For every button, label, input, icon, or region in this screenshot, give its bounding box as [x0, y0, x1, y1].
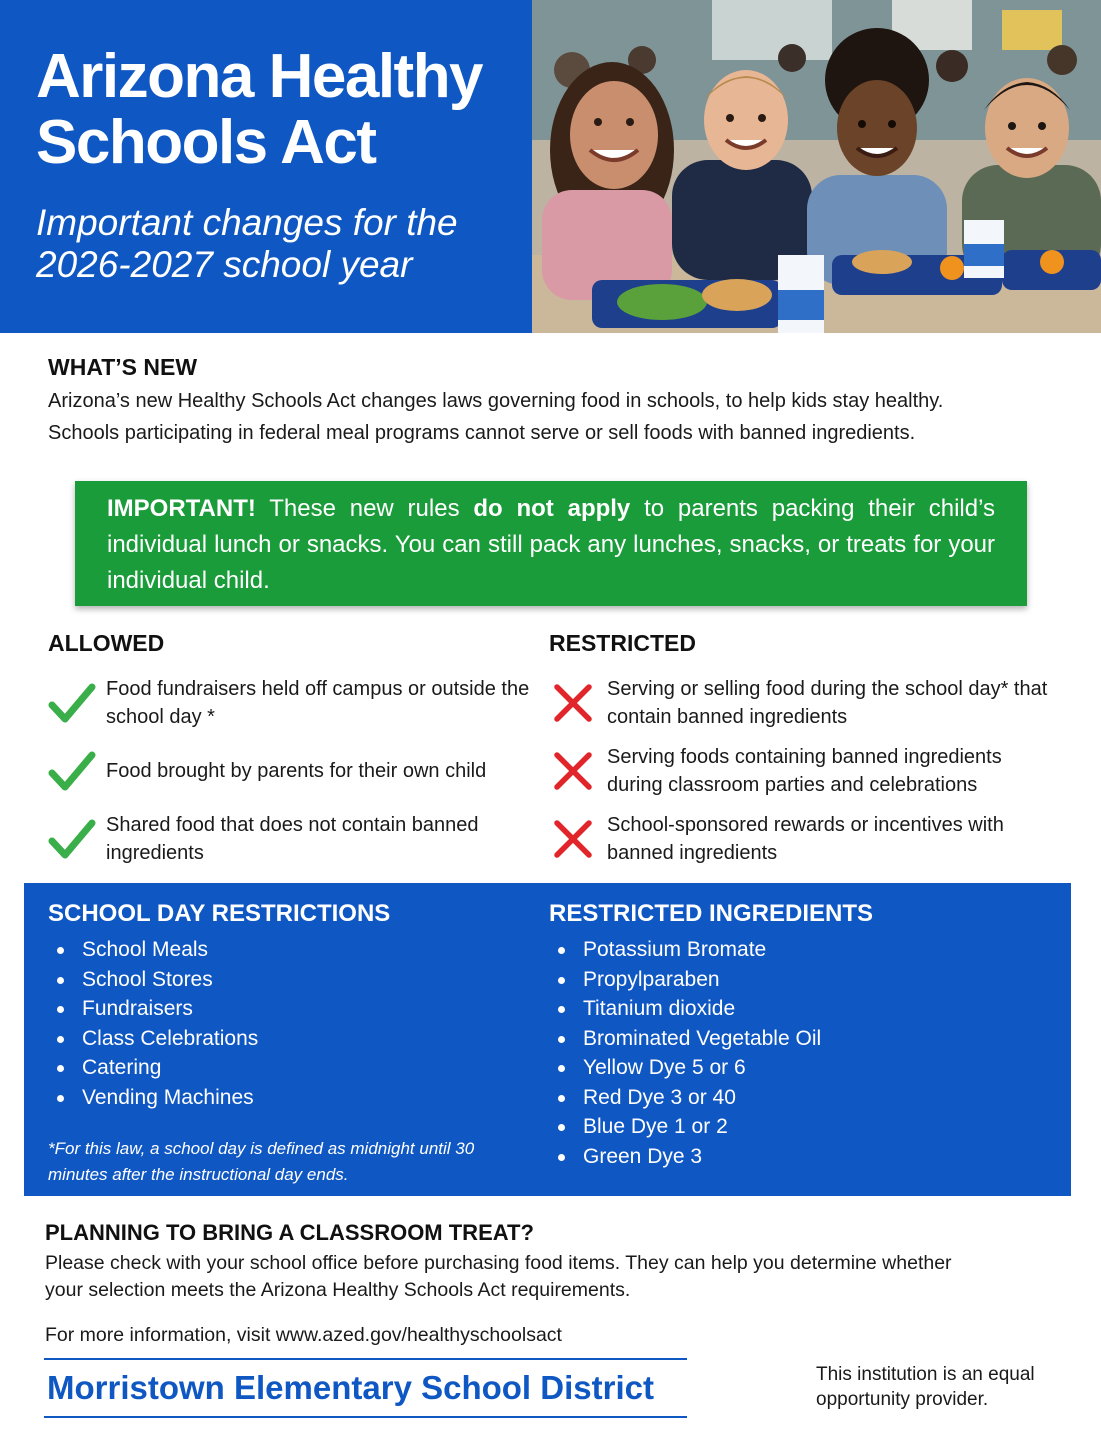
- checkmark-icon: [48, 747, 96, 795]
- cafeteria-kids-illustration: [532, 0, 1101, 333]
- whats-new-heading: WHAT’S NEW: [48, 354, 198, 380]
- x-mark-icon: [549, 815, 597, 863]
- school-day-restrictions: [48, 899, 528, 1188]
- district-name: Morristown Elementary School District: [47, 1369, 654, 1406]
- x-mark-icon: [549, 747, 597, 795]
- classroom-treat-heading: PLANNING TO BRING A CLASSROOM TREAT?: [45, 1220, 534, 1245]
- list-item: Blue Dye 1 or 2: [549, 1112, 1029, 1142]
- restricted-item: [549, 673, 1049, 733]
- school-day-list: [48, 935, 528, 1112]
- page-subtitle: [36, 202, 532, 286]
- ingredients-heading: RESTRICTED INGREDIENTS: [549, 900, 874, 927]
- ingredients-list: [549, 935, 1029, 1171]
- allowed-item: [48, 741, 548, 801]
- whats-new-body: [48, 385, 1058, 449]
- list-item: Brominated Vegetable Oil: [549, 1024, 1029, 1054]
- restricted-item-text: Serving foods containing banned ingredients during classroom parties and celebrations: [607, 746, 1002, 796]
- classroom-treat-body-line-1: Please check with your school office before purchasing food items. They can help you determine whether: [45, 1252, 952, 1274]
- list-item: School Meals: [48, 935, 528, 965]
- cafeteria-kids-photo: [532, 0, 1101, 333]
- list-item: Potassium Bromate: [549, 935, 1029, 965]
- list-item: Fundraisers: [48, 994, 528, 1024]
- whats-new-body-line-1: Arizona’s new Healthy Schools Act changes laws governing food in schools, to help kids stay healthy.: [48, 390, 944, 412]
- restricted-ingredients: [549, 899, 1029, 1171]
- whats-new-body-line-2: Schools participating in federal meal programs cannot serve or sell foods with banned ingredients.: [48, 422, 916, 444]
- district-banner: [44, 1358, 687, 1418]
- list-item: Green Dye 3: [549, 1142, 1029, 1172]
- more-info-text: For more information, visit www.azed.gov/healthyschoolsact: [45, 1324, 562, 1346]
- list-item: Catering: [48, 1053, 528, 1083]
- checkmark-icon: [48, 815, 96, 863]
- classroom-treat-body: [45, 1250, 1065, 1304]
- list-item: Yellow Dye 5 or 6: [549, 1053, 1029, 1083]
- classroom-treat-body-line-2: your selection meets the Arizona Healthy Schools Act requirements.: [45, 1279, 631, 1301]
- allowed-item-text: Shared food that does not contain banned ingredients: [106, 814, 479, 864]
- eop-line-2: opportunity provider.: [816, 1389, 989, 1410]
- important-emphasis: do not apply: [473, 495, 631, 522]
- allowed-item-text: Food fundraisers held off campus or outside the school day *: [106, 678, 530, 728]
- allowed-item: [48, 809, 548, 869]
- header-title-block: [0, 0, 532, 333]
- school-day-heading: SCHOOL DAY RESTRICTIONS: [48, 900, 391, 927]
- header-banner: [0, 0, 1101, 333]
- title-line-1: Arizona Healthy: [36, 42, 483, 111]
- restricted-item-text: Serving or selling food during the school day* that contain banned ingredients: [607, 678, 1048, 728]
- eop-line-1: This institution is an equal: [816, 1364, 1035, 1385]
- title-line-2: Schools Act: [36, 108, 376, 177]
- restrictions-panel: [24, 883, 1071, 1196]
- important-lead: IMPORTANT!: [107, 495, 256, 522]
- important-callout: [75, 481, 1027, 606]
- page-title: [36, 44, 532, 176]
- list-item: Class Celebrations: [48, 1024, 528, 1054]
- list-item: Vending Machines: [48, 1083, 528, 1113]
- restricted-section: [549, 630, 1049, 869]
- school-day-footnote: *For this law, a school day is defined as midnight until 30 minutes after the instructional day ends.: [48, 1139, 475, 1184]
- list-item: Red Dye 3 or 40: [549, 1083, 1029, 1113]
- list-item: Propylparaben: [549, 965, 1029, 995]
- restricted-item-text: School-sponsored rewards or incentives with banned ingredients: [607, 814, 1004, 864]
- subtitle-line-2: 2026-2027 school year: [36, 244, 413, 285]
- list-item: School Stores: [48, 965, 528, 995]
- allowed-item: [48, 673, 548, 733]
- classroom-treat-section: [45, 1220, 1065, 1304]
- restricted-item: [549, 809, 1049, 869]
- whats-new-section: [48, 354, 1058, 449]
- allowed-section: [48, 630, 548, 869]
- x-mark-icon: [549, 679, 597, 727]
- equal-opportunity-statement: [816, 1362, 1076, 1412]
- subtitle-line-1: Important changes for the: [36, 202, 458, 243]
- important-text-2: to parents packing their child’s individual lunch or snacks. You can still pack any lunches, snacks, or treats for your individual child.: [107, 495, 995, 594]
- restricted-heading: RESTRICTED: [549, 630, 696, 656]
- important-text-1: These new rules: [255, 495, 474, 522]
- checkmark-icon: [48, 679, 96, 727]
- allowed-heading: ALLOWED: [48, 630, 165, 656]
- allowed-item-text: Food brought by parents for their own child: [106, 760, 487, 782]
- list-item: Titanium dioxide: [549, 994, 1029, 1024]
- restricted-item: [549, 741, 1049, 801]
